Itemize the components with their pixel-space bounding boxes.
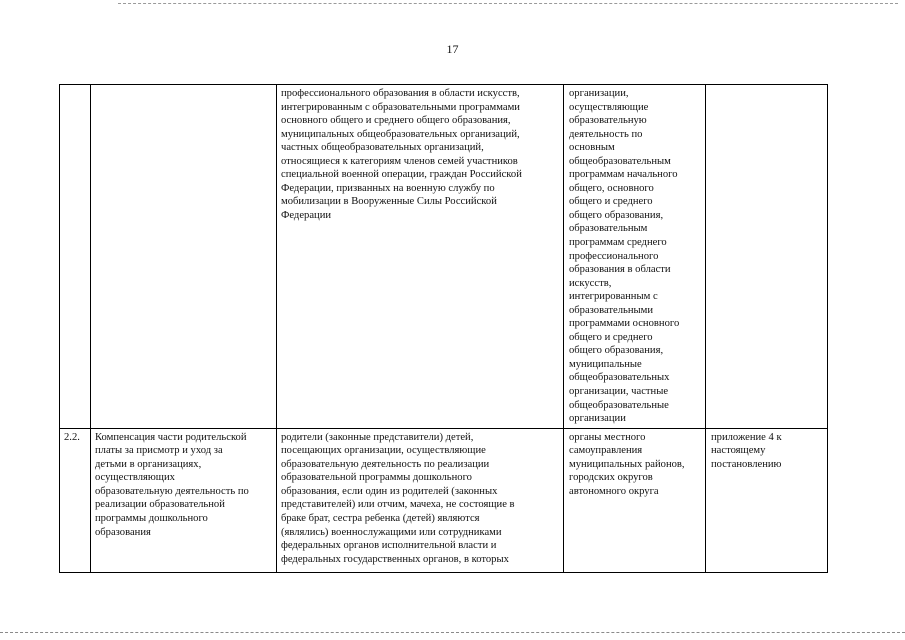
table-row xyxy=(60,85,828,429)
page-number: 17 xyxy=(446,42,459,56)
provider-text: организации, осуществляющие образовательную деятельность по основным общеобразовательным программам начального общего, основного общего и среднего общего образования, образовательным программам среднего профессионального образования в области искусств, интегрированным с образовательными программами основного общего и среднего общего образования, муниципальные общеобразовательных организации, частные общеобразовательные организации xyxy=(569,88,680,425)
provider-cell xyxy=(564,85,706,429)
measures-table xyxy=(59,84,828,573)
recipients-cell xyxy=(277,428,564,572)
row-number-cell xyxy=(60,428,91,572)
measure-name-cell xyxy=(91,428,277,572)
reference-text: приложение 4 к настоящему постановлению xyxy=(711,431,782,470)
reference-cell xyxy=(706,85,828,429)
provider-cell xyxy=(564,428,706,572)
scan-artifact-top xyxy=(118,3,898,4)
reference-cell xyxy=(706,428,828,572)
measure-name-cell xyxy=(91,85,277,429)
measure-name: Компенсация части родительской платы за присмотр и уход за детьми в организациях, осуществляющих образовательную деятельность по реализации образовательной программы дошкольного образования xyxy=(95,431,249,538)
recipients-text: родители (законные представители) детей, посещающих организации, осуществляющие образовательную деятельность по реализации образовательной программы дошкольного образования, если один из родителей (законных представителей) или отчим, мачеха, не состоящие в браке брат, сестра ребенка (детей) являются (являлись) военнослужащими или сотрудниками федеральных органов исполнительной власти и федеральных государственных органов, в которых xyxy=(281,431,515,565)
recipients-text: профессионального образования в области искусств, интегрированным с образовательными программами основного общего и среднего общего образования, муниципальных общеобразовательных организаций, частных общеобразовательных организаций, относящиеся к категориям членов семей участников специальной военной операции, граждан Российской Федерации, призванных на военную службу по мобилизации в Вооруженные Силы Российской Федерации xyxy=(281,88,522,221)
recipients-cell xyxy=(277,85,564,429)
row-number-cell xyxy=(60,85,91,429)
provider-text: органы местного самоуправления муниципальных районов, городских округов автономного округа xyxy=(569,431,685,497)
table-row xyxy=(60,428,828,572)
row-number: 2.2. xyxy=(64,431,80,443)
scan-artifact-bottom xyxy=(0,632,905,633)
